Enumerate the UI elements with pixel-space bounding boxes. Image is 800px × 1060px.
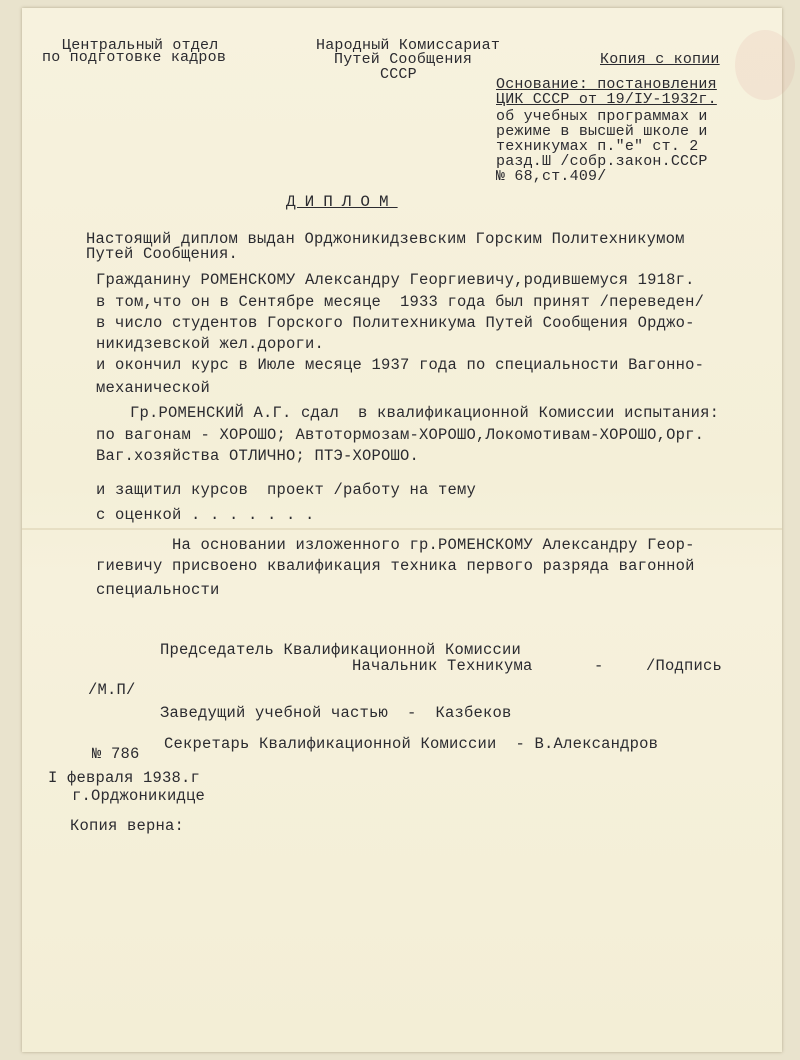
fold-line [22,528,782,530]
body-line: никидзевской жел.дороги. [96,335,325,353]
secretary-label: Секретарь Квалификационной Комиссии - В.Александров [164,735,659,753]
body-line: с оценкой . . . . . . . [96,506,315,524]
body-line: Гр.РОМЕНСКИЙ А.Г. сдал в квалификационной Комиссии испытания: [130,404,720,422]
body-line: специальности [96,581,220,599]
paper-stain [735,30,795,100]
signature-mark: /Подпись [646,657,723,675]
body-line: На основании изложенного гр.РОМЕНСКОМУ Александру Геор- [172,536,695,554]
body-line: Ваг.хозяйства ОТЛИЧНО; ПТЭ-ХОРОШО. [96,447,420,465]
basis-line-6: разд.Ш /собр.закон.СССР [496,153,708,170]
body-line: и окончил курс в Июле месяце 1937 года по специальности Вагонно- [96,356,705,374]
document-number: № 786 [92,745,140,763]
document-title: ДИПЛОМ [286,193,398,211]
basis-line-1: Основание: постановления [496,76,717,93]
basis-line-3: об учебных программах и [496,108,708,125]
basis-line-2: ЦИК СССР от 19/IУ-1932г. [496,91,717,108]
ministry-line-3: СССР [380,66,417,83]
certified-copy-label: Копия верна: [70,817,185,835]
body-line: в том,что он в Сентябре месяце 1933 года был принят /переведен/ [96,293,705,311]
basis-line-7: № 68,ст.409/ [496,168,607,185]
ministry-line-1: Народный Комиссариат [316,37,501,54]
issue-date: I февраля 1938.г [48,769,201,787]
body-line: в число студентов Горского Политехникума Путей Сообщения Орджо- [96,314,695,332]
intro-line-2: Путей Сообщения. [86,245,239,263]
director-label: Начальник Техникума [352,657,533,675]
body-line: гиевичу присвоено квалификация техника первого разряда вагонной [96,557,695,575]
basis-line-4: режиме в высшей школе и [496,123,708,140]
chairman-label: Председатель Квалификационной Комиссии [160,641,522,659]
intro-line-1: Настоящий диплом выдан Орджоникидзевским Горским Политехникумом [86,230,685,248]
body-line: Гражданину РОМЕНСКОМУ Александру Георгиевичу,родившемуся 1918г. [96,271,695,289]
ministry-line-2: Путей Сообщения [334,51,473,68]
body-line: механической [96,379,211,397]
basis-line-5: техникумах п."е" ст. 2 [496,138,699,155]
academic-head-label: Заведущий учебной частью - Казбеков [160,704,512,722]
dept-line-1: Центральный отдел [62,37,219,54]
body-line: по вагонам - ХОРОШО; Автотормозам-ХОРОШО,Локомотивам-ХОРОШО,Орг. [96,426,705,444]
dept-line-2: по подготовке кадров [42,49,227,66]
issue-city: г.Орджоникидце [72,787,206,805]
body-line: и защитил курсов проект /работу на тему [96,481,477,499]
copy-note: Копия с копии [600,51,720,68]
seal-mark: /М.П/ [88,681,136,699]
signature-dash: - [594,657,604,675]
